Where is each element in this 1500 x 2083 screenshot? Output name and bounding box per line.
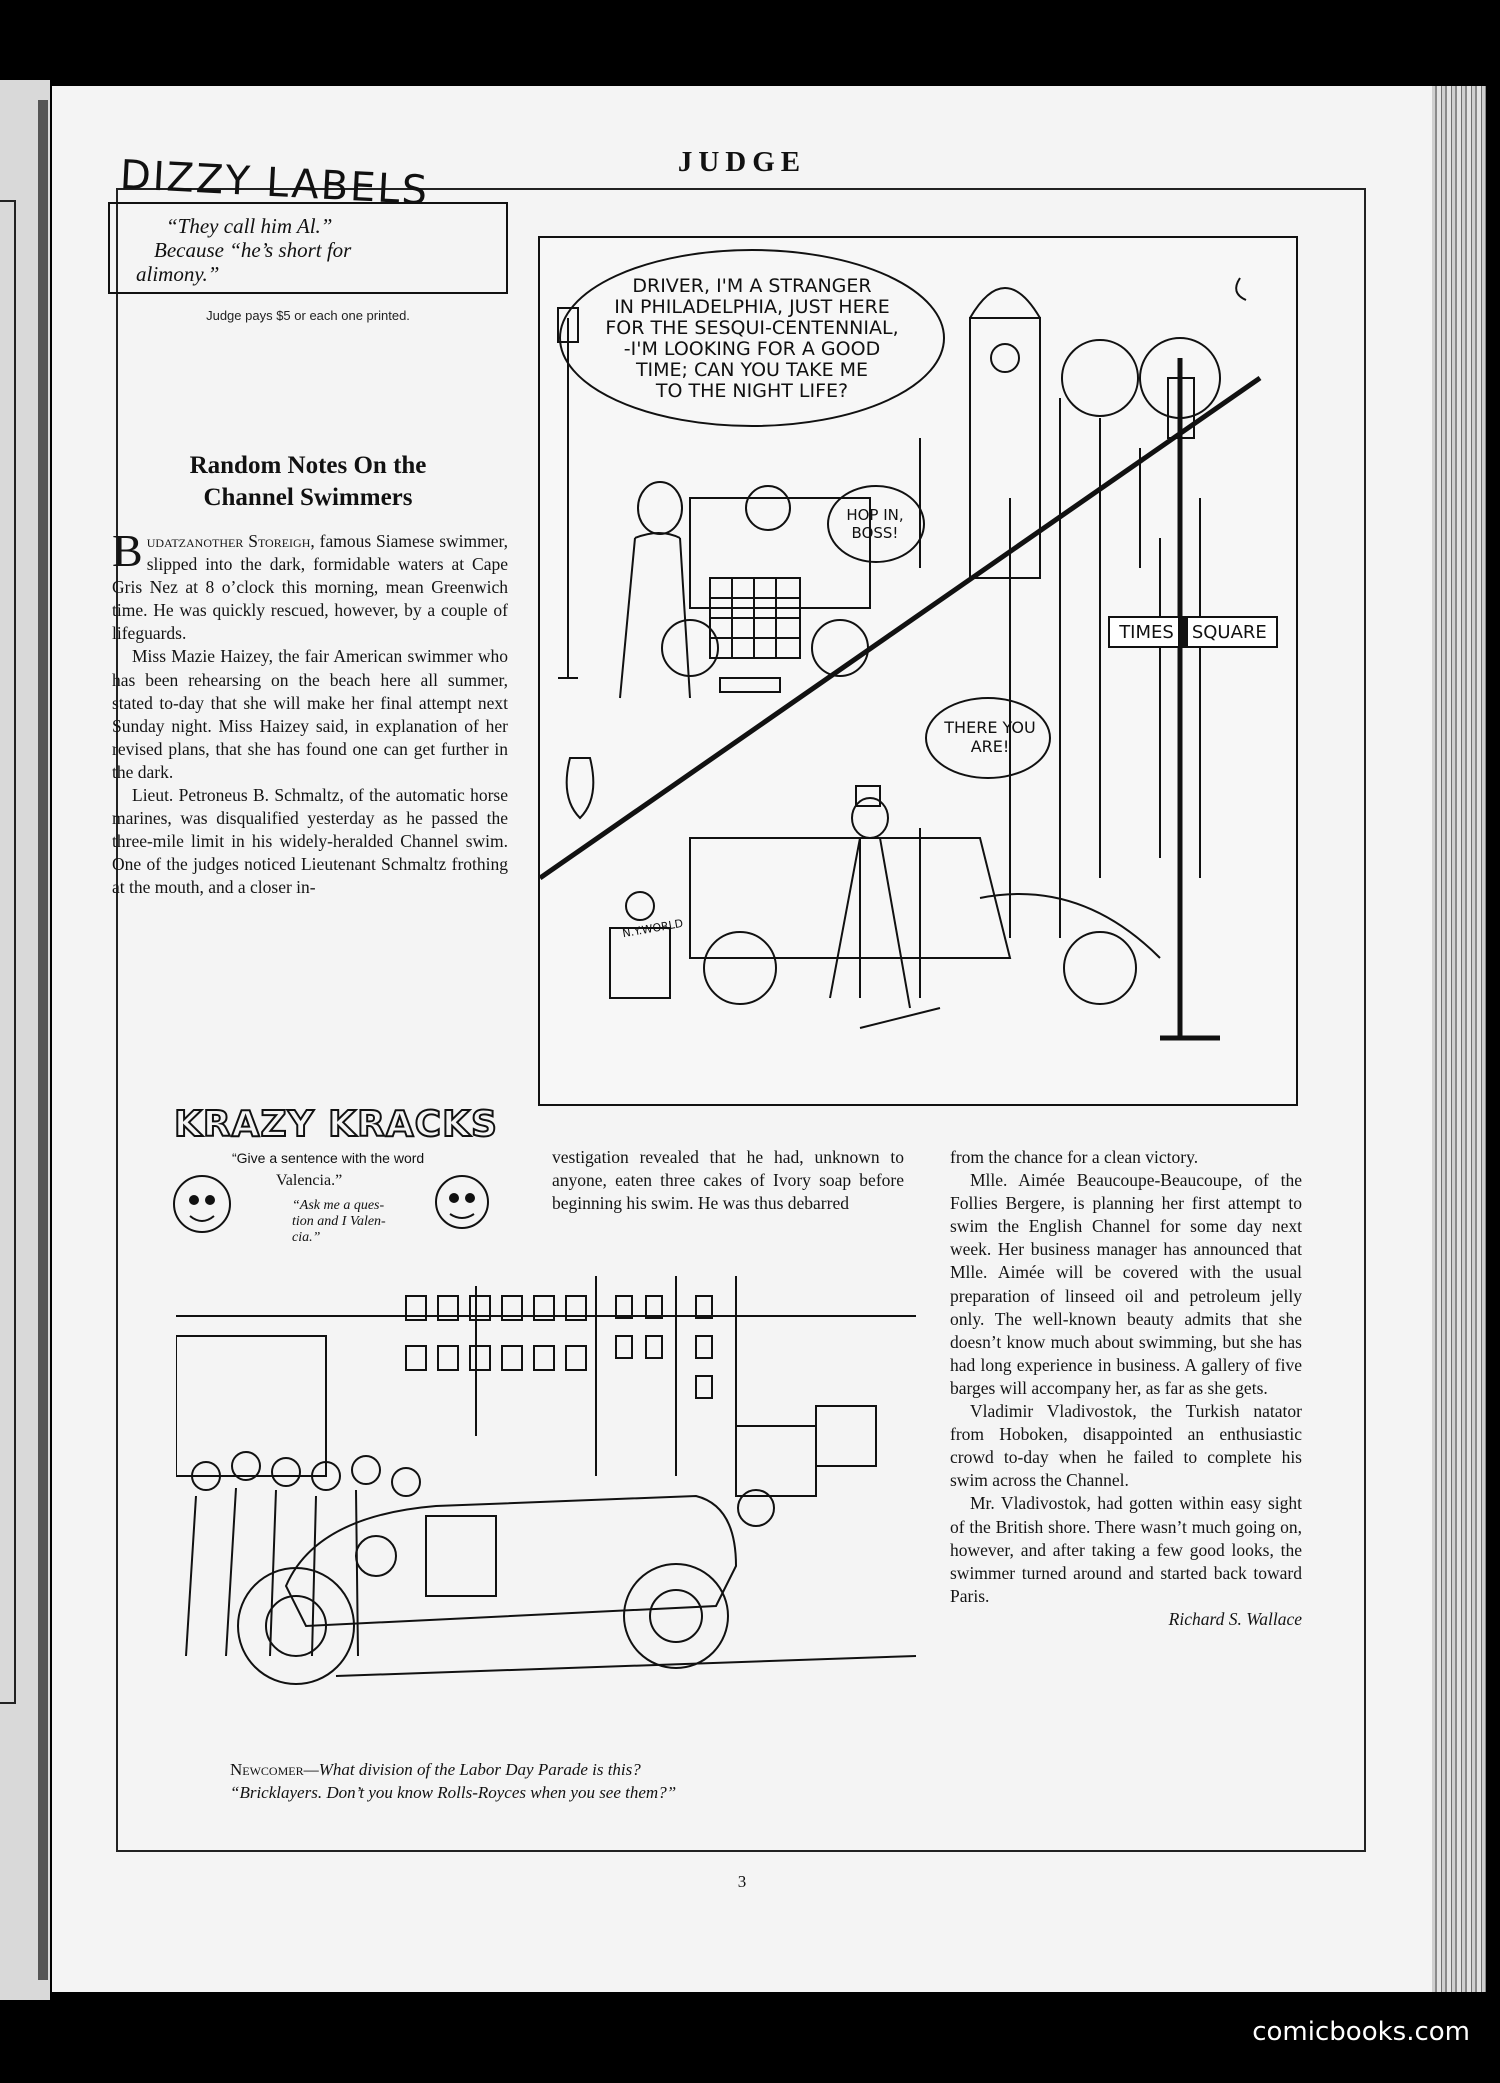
caption-question: —What division of the Labor Day Parade is this?	[303, 1760, 641, 1779]
answer-line: cia.”	[292, 1230, 321, 1245]
speech-line: -I'M LOOKING FOR A GOOD	[623, 338, 881, 360]
joke-line: alimony.”	[136, 262, 220, 286]
newspaper	[610, 928, 670, 998]
joke-line: “They call him Al.”	[166, 214, 333, 238]
paragraph-text: famous Siamese swimmer, slipped into the dark, formidable waters at Cape Gris Nez at 8 o’clock this morning, mean Greenwich time. He was quickly rescued, however, by a couple of lifeguards.	[112, 531, 508, 644]
sign-text: SQUARE	[1191, 622, 1267, 643]
grille-lines	[710, 578, 800, 658]
rolls-royce-street-cartoon	[176, 1276, 918, 1754]
page-stack-edges	[1432, 86, 1486, 1992]
skyscrapers	[1010, 478, 1200, 938]
tourist-speech	[602, 276, 902, 402]
eye	[450, 1194, 458, 1202]
article-paragraph: from the chance for a clean victory.	[950, 1147, 1199, 1167]
eye	[206, 1196, 214, 1204]
answer-line: “Ask me a ques-	[292, 1198, 385, 1213]
eye	[190, 1196, 198, 1204]
article-title-line: Random Notes On the	[189, 452, 427, 479]
arrival-speech	[940, 718, 1040, 756]
drop-cap: B	[112, 525, 143, 576]
sign-divider	[1178, 618, 1188, 646]
speech-line: TO THE NIGHT LIFE?	[655, 380, 849, 402]
driver-speech	[830, 506, 920, 542]
dizzy-labels-title: DIZZY LABELS	[118, 152, 431, 215]
speech-line: HOP IN,	[846, 506, 904, 524]
newsboy-head	[626, 892, 654, 920]
tourist-head	[638, 482, 682, 534]
face-right	[436, 1176, 488, 1228]
speech-line: IN PHILADELPHIA, JUST HERE	[614, 296, 890, 318]
tree	[1062, 340, 1138, 416]
license-plate	[720, 678, 780, 692]
cartoon-background	[176, 1276, 918, 1754]
crescent-moon	[1236, 278, 1246, 300]
article-paragraph: Mr. Vladivostok, had gotten within easy sight of the British shore. There wasn’t much going on, however, and after taking a few good looks, the swimmer turned around and started back toward Paris.	[950, 1493, 1302, 1606]
caption-line	[230, 1758, 930, 1781]
article-title	[108, 450, 508, 514]
top-hat	[856, 786, 880, 806]
gentleman-head	[852, 798, 888, 838]
krazy-answer	[292, 1198, 412, 1246]
cat	[567, 758, 594, 818]
page-number: 3	[737, 1872, 747, 1891]
book-spine	[38, 100, 48, 1980]
krazy-kracks-box	[160, 1104, 540, 1268]
article-paragraph: Lieut. Petroneus B. Schmaltz, of the automatic horse marines, was disqualified yesterday as he passed the three-mile limit in his widely-heralded Channel swim. One of the judges noticed Lieutenant Schmaltz frothing at the mouth, and a closer in-	[112, 785, 508, 898]
krazy-word: Valencia.”	[276, 1172, 343, 1189]
payment-note: Judge pays $5 or each one printed.	[206, 308, 410, 323]
article-byline: Richard S. Wallace	[1168, 1608, 1302, 1629]
eye	[466, 1194, 474, 1202]
tower-dome	[970, 288, 1040, 318]
article-column-1	[112, 525, 508, 900]
article-continuation: vestigation revealed that he had, unknown to anyone, eaten three cakes of Ivory soap before beginning his swim. He was thus debarred	[552, 1147, 904, 1214]
facing-page-edge	[0, 80, 50, 2000]
speech-line: DRIVER, I'M A STRANGER	[632, 275, 872, 297]
article-paragraph: Vladimir Vladivostok, the Turkish natator from Hoboken, disappointed an enthusiastic crowd to-day when he failed to complete his swim across the Channel.	[950, 1401, 1302, 1491]
building-lines	[860, 828, 920, 998]
swimmer-name: udatzanother Storeigh,	[146, 531, 315, 551]
caption-speaker: Newcomer	[230, 1760, 304, 1779]
philadelphia-comic-panel	[538, 236, 1298, 1106]
car-wheel	[704, 932, 776, 1004]
caption-line	[230, 1781, 930, 1804]
cartoon-caption	[230, 1758, 930, 1804]
cane	[860, 1008, 940, 1028]
smile	[450, 1214, 474, 1218]
speech-line: THERE YOU	[944, 718, 1036, 737]
article-paragraph: Miss Mazie Haizey, the fair American swimmer who has been rehearsing on the beach here all summer, stated to-day that she will make her final attempt next Sunday night. Miss Haizey said, in explanation of her revised plans, that she has found one can get further in the dark.	[112, 646, 508, 782]
face-left	[174, 1176, 230, 1232]
site-watermark: comicbooks.com	[1252, 2017, 1470, 2047]
krazy-kracks-title: KRAZY KRACKS	[174, 1104, 498, 1145]
dizzy-labels-joke	[108, 202, 508, 294]
sign-text: TIMES	[1119, 622, 1174, 643]
running-head: JUDGE	[677, 146, 807, 178]
speech-line: TIME; CAN YOU TAKE ME	[635, 359, 869, 381]
limousine	[690, 838, 1010, 958]
caption-answer: “Bricklayers. Don’t you know Rolls-Royces when you see them?”	[230, 1783, 677, 1802]
answer-line: tion and I Valen-	[292, 1214, 386, 1229]
joke-line: Because “he’s short for	[154, 238, 352, 262]
article-column-3	[950, 1146, 1302, 1631]
smile	[190, 1216, 214, 1221]
driver-head	[746, 486, 790, 530]
speech-line: FOR THE SESQUI-CENTENNIAL,	[605, 317, 899, 339]
article-paragraph: Mlle. Aimée Beaucoupe-Beaucoupe, of the Follies Bergere, is planning her first attempt to swim the English Channel for some day next week. Her business manager has announced that Mlle. Aimée will be covered with the usual preparation of linseed oil and petroleum jelly only. The well-known beauty admits that she doesn’t know much about swimming, but she has had long experience in business. A gallery of five barges will accompany her, as far as she gets.	[950, 1170, 1302, 1398]
car-wheel	[1064, 932, 1136, 1004]
tower-clock	[991, 344, 1019, 372]
speech-line: BOSS!	[851, 524, 899, 542]
dizzy-labels-box	[108, 152, 508, 323]
speech-line: ARE!	[970, 737, 1010, 756]
krazy-prompt: “Give a sentence with the word	[232, 1150, 425, 1166]
street-lamp-right	[1160, 358, 1220, 1038]
article-paragraph	[112, 525, 508, 645]
facing-page-border	[0, 200, 16, 1704]
gentleman-body	[830, 838, 910, 1008]
times-square-sign	[1108, 616, 1278, 648]
article-title-line: Channel Swimmers	[203, 484, 413, 511]
newspaper-masthead: N.Y.WORLD	[621, 916, 685, 941]
